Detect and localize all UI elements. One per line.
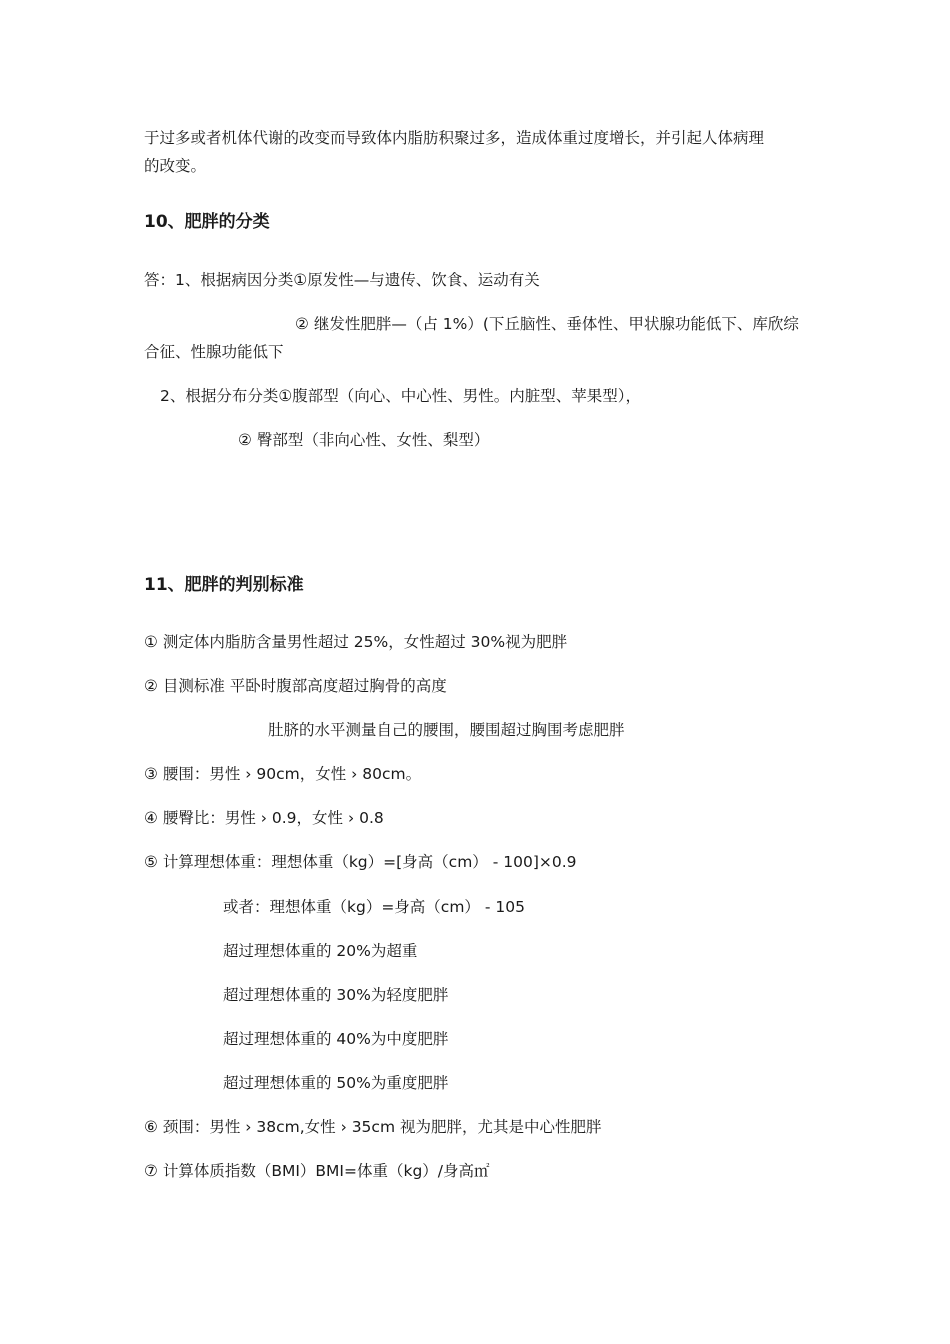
section-10-answer-line-4: 2、根据分布分类①腹部型（向心、中心性、男性。内脏型、苹果型）， bbox=[160, 387, 642, 405]
section-11-heading: 11、肥胖的判别标准 bbox=[144, 575, 304, 595]
criterion-item: ⑤ 计算理想体重：理想体重（kg）=[身高（cm） - 100]×0.9 bbox=[144, 853, 577, 871]
criterion-item: 超过理想体重的 40%为中度肥胖 bbox=[223, 1030, 449, 1048]
intro-line-1: 于过多或者机体代谢的改变而导致体内脂肪积聚过多，造成体重过度增长，并引起人体病理 bbox=[144, 129, 765, 147]
criterion-item: 肚脐的水平测量自己的腰围，腰围超过胸围考虑肥胖 bbox=[268, 721, 625, 739]
section-10-answer-line-2: ② 继发性肥胖—（占 1%）(下丘脑性、垂体性、甲状腺功能低下、库欣综 bbox=[295, 315, 799, 333]
criterion-item: 超过理想体重的 30%为轻度肥胖 bbox=[223, 986, 449, 1004]
section-10-answer-line-3: 合征、性腺功能低下 bbox=[144, 343, 284, 361]
criterion-item: ④ 腰臀比：男性 › 0.9，女性 › 0.8 bbox=[144, 809, 384, 827]
section-10-answer-line-1: 答：1、根据病因分类①原发性—与遗传、饮食、运动有关 bbox=[144, 271, 540, 289]
criterion-item: 超过理想体重的 20%为超重 bbox=[223, 942, 418, 960]
criterion-item: ① 测定体内脂肪含量男性超过 25%，女性超过 30%视为肥胖 bbox=[144, 633, 568, 651]
criterion-item: ⑥ 颈围：男性 › 38cm,女性 › 35cm 视为肥胖，尤其是中心性肥胖 bbox=[144, 1118, 602, 1136]
section-10-answer-line-5: ② 臀部型（非向心性、女性、梨型） bbox=[238, 431, 490, 449]
intro-line-2: 的改变。 bbox=[144, 157, 207, 175]
section-10-heading: 10、肥胖的分类 bbox=[144, 212, 270, 232]
criterion-item: ⑦ 计算体质指数（BMI）BMI=体重（kg）/身高㎡ bbox=[144, 1162, 490, 1180]
criterion-item: 超过理想体重的 50%为重度肥胖 bbox=[223, 1074, 449, 1092]
criterion-item: ③ 腰围：男性 › 90cm，女性 › 80cm。 bbox=[144, 765, 422, 783]
criterion-item: ② 目测标准 平卧时腹部高度超过胸骨的高度 bbox=[144, 677, 447, 695]
criterion-item: 或者：理想体重（kg）=身高（cm） - 105 bbox=[223, 898, 525, 916]
